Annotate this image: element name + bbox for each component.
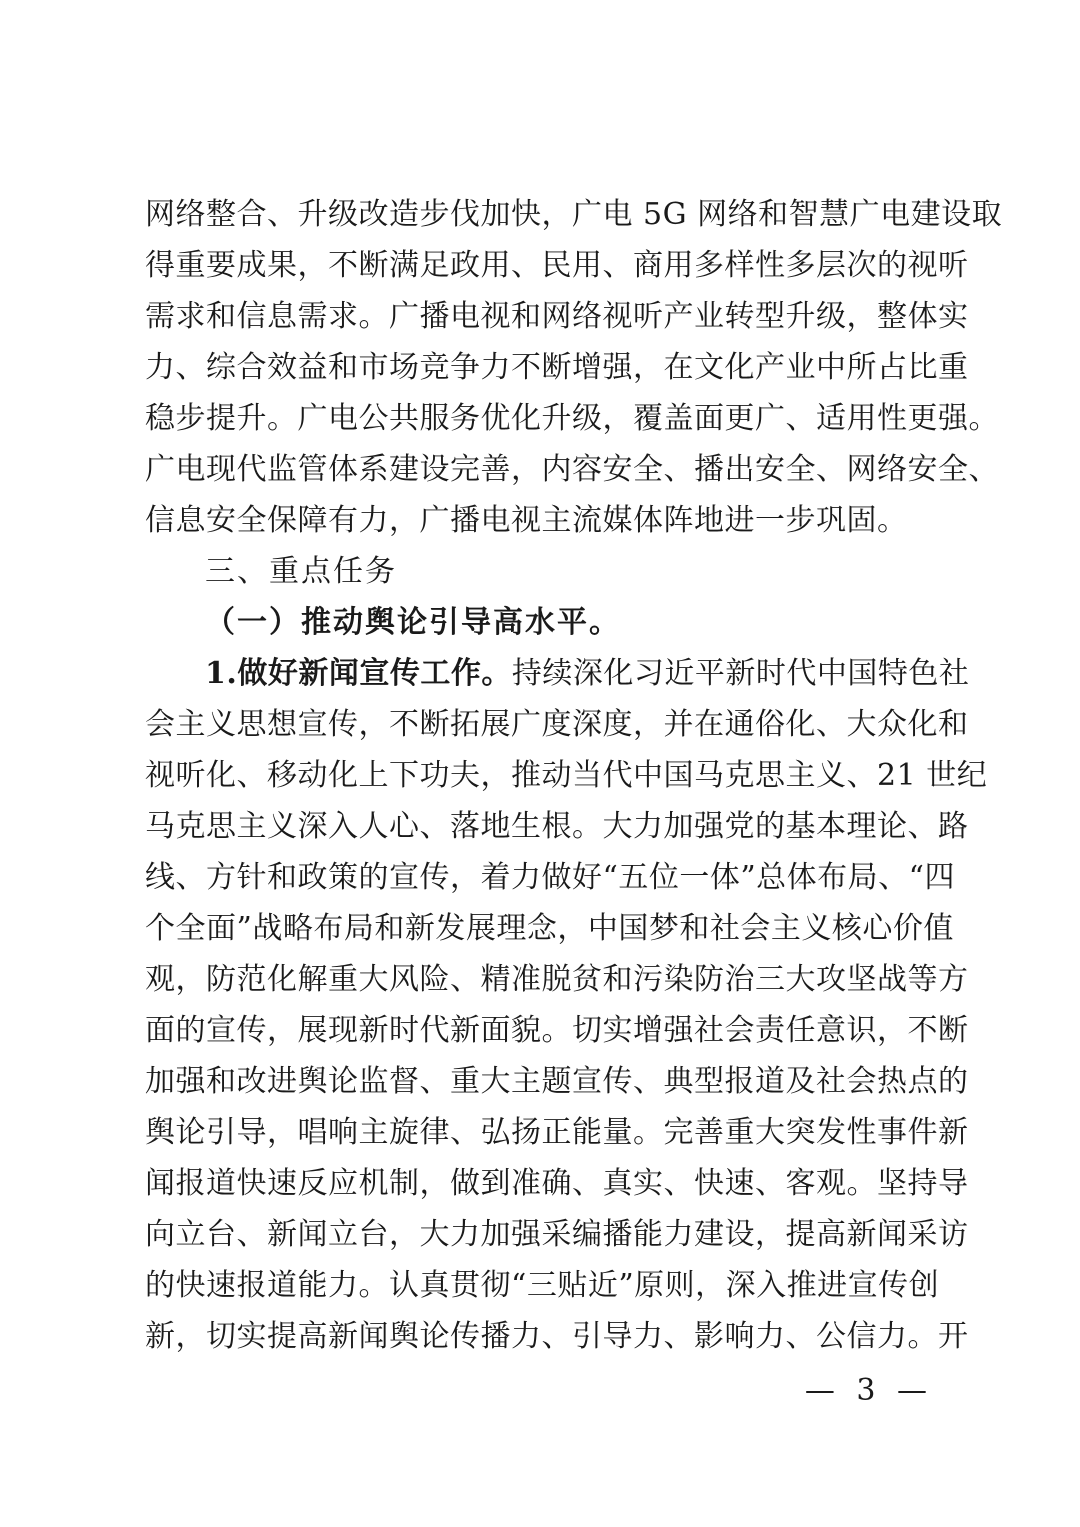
subsection-heading: （一）推动舆论引导高水平。 xyxy=(205,605,621,640)
text-line-first xyxy=(145,648,970,699)
text-line: 稳步提升。广电公共服务优化升级，覆盖面更广、适用性更强。 xyxy=(145,401,999,436)
text-line: 个全面”战略布局和新发展理念，中国梦和社会主义核心价值 xyxy=(145,911,954,946)
text-line: 会主义思想宣传，不断拓展广度深度，并在通俗化、大众化和 xyxy=(145,707,969,742)
text-line: 向立台、新闻立台，大力加强采编播能力建设，提高新闻采访 xyxy=(145,1217,969,1252)
text-line: 需求和信息需求。广播电视和网络视听产业转型升级，整体实 xyxy=(145,299,969,334)
page-number: — 3 — xyxy=(804,1373,933,1408)
text-line: 加强和改进舆论监督、重大主题宣传、典型报道及社会热点的 xyxy=(145,1064,969,1099)
paragraph-2 xyxy=(145,648,988,1362)
text-line: 闻报道快速反应机制，做到准确、真实、快速、客观。坚持导 xyxy=(145,1166,969,1201)
text-line: 线、方针和政策的宣传，着力做好“五位一体”总体布局、“四 xyxy=(145,860,956,895)
text-line: 舆论引导，唱响主旋律、弘扬正能量。完善重大突发性事件新 xyxy=(145,1115,969,1150)
item-lead-text: 持续深化习近平新时代中国特色社 xyxy=(511,656,970,691)
text-line: 面的宣传，展现新时代新面貌。切实增强社会责任意识，不断 xyxy=(145,1013,969,1048)
text-line: 力、综合效益和市场竞争力不断增强，在文化产业中所占比重 xyxy=(145,350,969,385)
text-line: 得重要成果，不断满足政用、民用、商用多样性多层次的视听 xyxy=(145,248,969,283)
text-line: 马克思主义深入人心、落地生根。大力加强党的基本理论、路 xyxy=(145,809,969,844)
item-lead-title: 1.做好新闻宣传工作。 xyxy=(205,656,512,691)
text-line: 网络整合、升级改造步伐加快，广电 5G 网络和智慧广电建设取 xyxy=(145,197,1003,232)
text-line: 信息安全保障有力，广播电视主流媒体阵地进一步巩固。 xyxy=(145,503,908,538)
body-text xyxy=(145,189,1003,1362)
text-line: 广电现代监管体系建设完善，内容安全、播出安全、网络安全、 xyxy=(145,452,999,487)
paragraph-1 xyxy=(145,189,1003,546)
text-line: 新，切实提高新闻舆论传播力、引导力、影响力、公信力。开 xyxy=(145,1319,969,1354)
text-line: 观，防范化解重大风险、精准脱贫和污染防治三大攻坚战等方 xyxy=(145,962,969,997)
text-line: 视听化、移动化上下功夫，推动当代中国马克思主义、21 世纪 xyxy=(145,758,988,793)
section-heading: 三、重点任务 xyxy=(205,554,397,589)
text-line: 的快速报道能力。认真贯彻“三贴近”原则，深入推进宣传创 xyxy=(145,1268,940,1303)
